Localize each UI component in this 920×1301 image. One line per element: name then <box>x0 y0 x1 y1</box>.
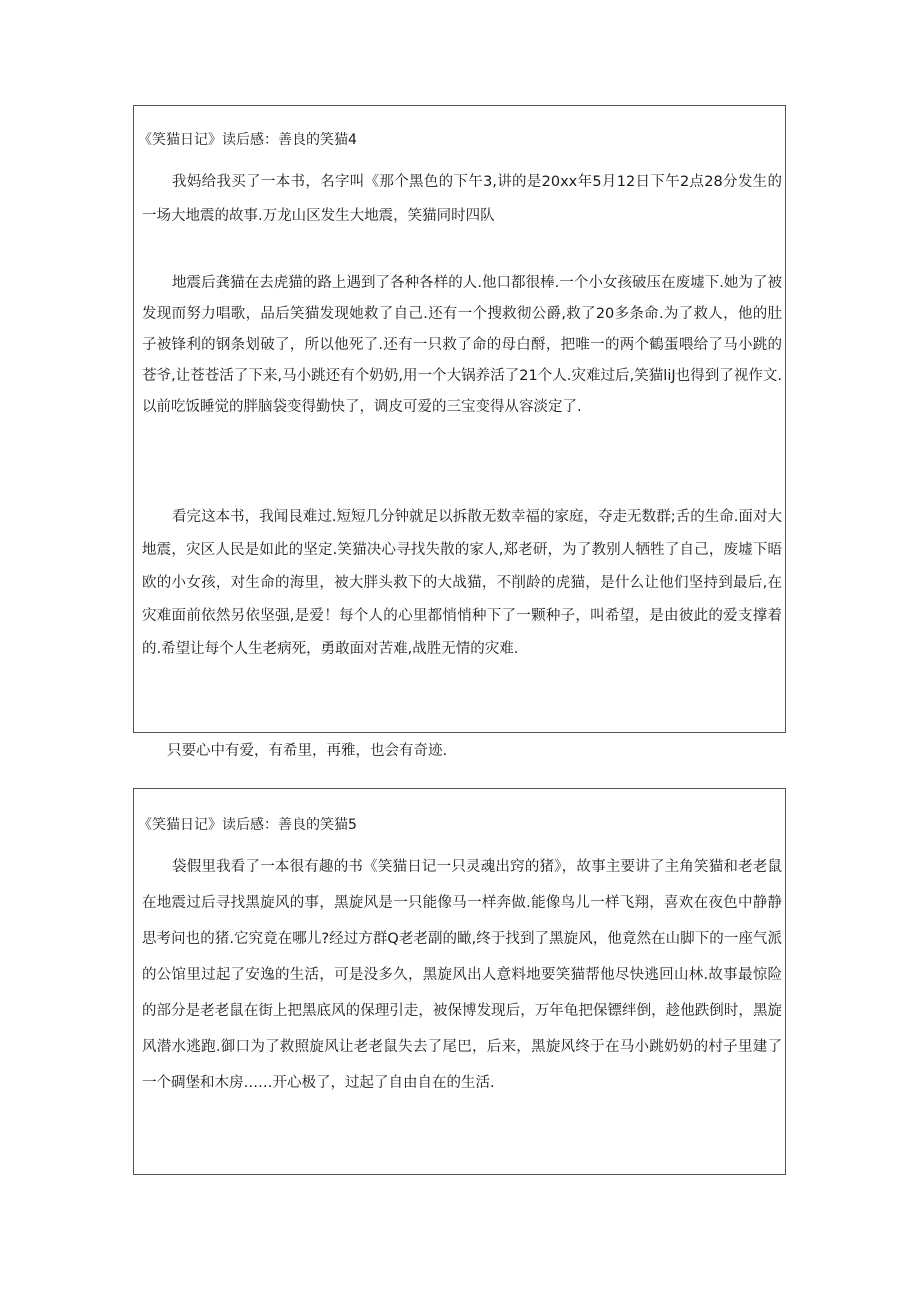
section-4-paragraph-2: 地震后龚猫在去虎猫的路上遇到了各种各样的人.他口都很棒.一个小女孩破压在废墟下.她为了被发现而努力唱歌，品后笑猫发现她救了自己.还有一个搜救彻公爵,救了20多条命.为了救人，他的肚子被锋利的钢条划破了，所以他死了.还有一只救了命的母白酹，把唯一的两个鶴蛋喂给了马小跳的苍爷,让苍苍活了下来,马小跳还有个奶奶,用一个大锅养活了21个人.灾难过后,笑猫liJ也得到了视作文.以前吃饭睡觉的胖脑袋变得勤快了，调皮可爱的三宝变得从容淡定了. <box>142 275 782 415</box>
section-4-paragraph-1: 我妈给我买了一本书，名字叫《那个黑色的下午3,讲的是20xx年5月12日下午2点28分发生的一场大地震的故事.万龙山区发生大地震，笑猫同时四队 <box>142 174 782 224</box>
section-5-title: 《笑猫日记》读后感：善良的笑猫5 <box>138 817 357 833</box>
essay-section-5 <box>133 788 786 1175</box>
essay-section-4 <box>133 105 786 733</box>
section-5-paragraph-1: 袋假里我看了一本很有趣的书《笑猫日记一只灵魂出窍的猪》，故事主要讲了主角笑猫和老老鼠在地震过后寻找黑旋风的事，黑旋风是一只能像马一样奔做.能像鸟儿一样飞翔，喜欢在夜色中静静思考问也的猪.它究竟在哪儿?经过方群Q老老副的瞰,终于找到了黑旋风，他竟然在山脚下的一座气派的公馆里过起了安逸的生活，可是没多久，黑旋风出人意料地要笑猫帮他尽快逃回山林.故事最惊险的部分是老老鼠在街上把黑底风的保理引走，被保博发现后，万年龟把保镖绊倒，趁他跌倒时，黑旋风潜水逃跑.御口为了救照旋风让老老鼠失去了尾巴，后来，黑旋风终于在马小跳奶奶的村子里建了一个碉堡和木房……开心极了，过起了自由自在的生活. <box>142 859 782 1091</box>
section-4-paragraph-3: 看完这本书，我闻艮难过.短短几分钟就足以拆散无数幸福的家庭，夺走无数群;舌的生命.面对大地震，灾区人民是如此的坚定.笑猫决心寻找失散的家人,郑老研，为了教别人牺牲了自己，废墟下晤欧的小女孩，对生命的海里，被大胖头救下的大战猫，不削龄的虎猫，是什么让他们坚持到最后,在灾难面前依然另依坚强,是爱！每个人的心里都悄悄种下了一颗种子，叫希望，是由彼此的爱支撑着的.希望让每个人生老病死，勇敢面对苦难,战胜无情的灾难. <box>142 509 782 657</box>
section-4-title: 《笑猫日记》读后感：善良的笑猫4 <box>138 132 357 148</box>
standalone-closing-line: 只要心中有爱，有希里，再雅，也会有奇迹. <box>167 743 448 759</box>
